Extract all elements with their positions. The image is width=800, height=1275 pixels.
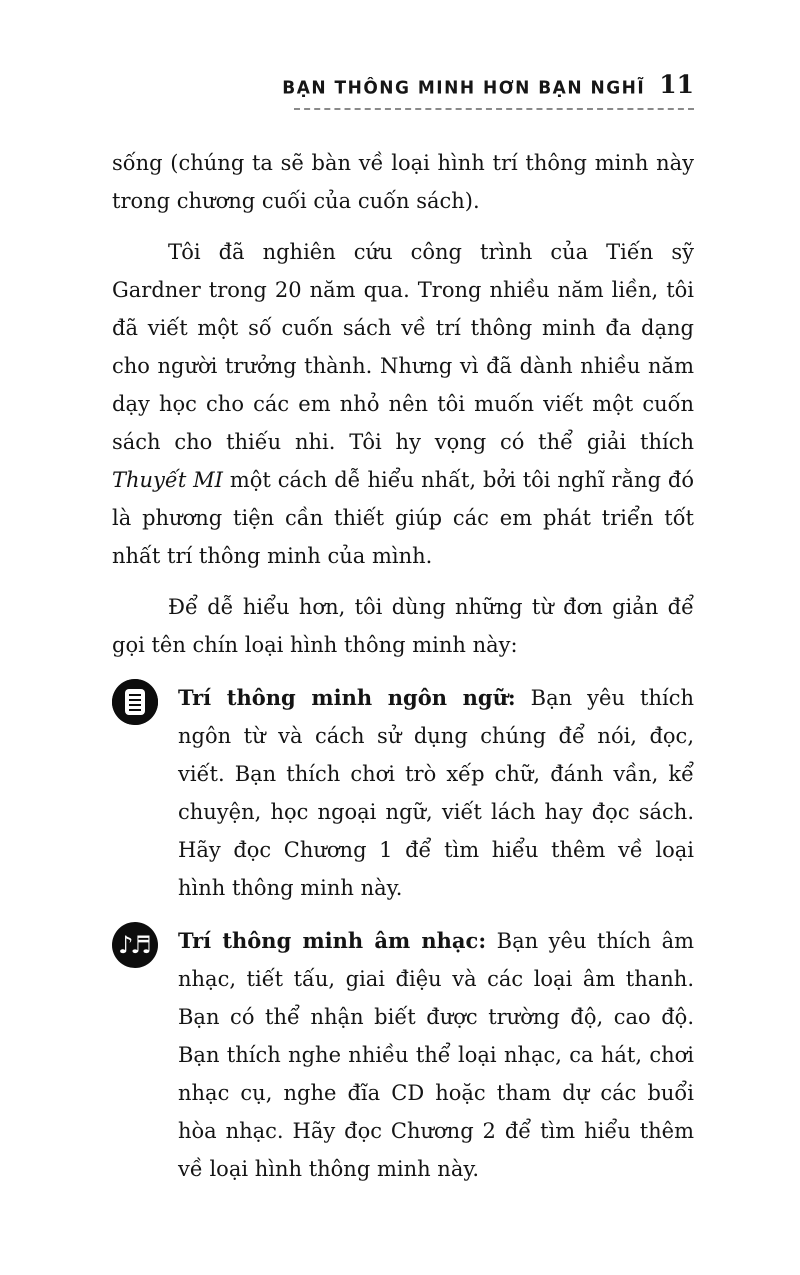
running-title: BẠN THÔNG MINH HƠN BẠN NGHĨ bbox=[282, 77, 646, 99]
page-header bbox=[112, 70, 694, 110]
italic-term: Thuyết MI bbox=[112, 468, 223, 492]
list-item-text bbox=[178, 679, 694, 907]
page-body bbox=[112, 144, 694, 1188]
list-item-musical bbox=[112, 922, 694, 1188]
music-note-glyph: ♪♬ bbox=[118, 931, 149, 959]
header-divider bbox=[294, 108, 694, 110]
paragraph bbox=[112, 233, 694, 575]
list-item-body: Bạn yêu thích ngôn từ và cách sử dụng chúng để nói, đọc, viết. Bạn thích chơi trò xếp chữ, đánh vần, kể chuyện, học ngoại ngữ, viết lách hay đọc sách. Hãy đọc Chương 1 để tìm hiểu thêm về loại hình thông minh này. bbox=[178, 686, 694, 900]
list-item-body: Bạn yêu thích âm nhạc, tiết tấu, giai điệu và các loại âm thanh. Bạn có thể nhận biết được trường độ, cao độ. Bạn thích nghe nhiều thể loại nhạc, ca hát, chơi nhạc cụ, nghe đĩa CD hoặc tham dự các buổi hòa nhạc. Hãy đọc Chương 2 để tìm hiểu thêm về loại hình thông minh này. bbox=[178, 929, 694, 1181]
list-item-title: Trí thông minh âm nhạc: bbox=[178, 928, 487, 953]
book-icon bbox=[112, 679, 158, 725]
paragraph-continuation: sống (chúng ta sẽ bàn về loại hình trí thông minh này trong chương cuối của cuốn sách). bbox=[112, 151, 694, 213]
header-line bbox=[112, 70, 694, 99]
list-item-text bbox=[178, 922, 694, 1188]
music-note-icon bbox=[112, 922, 158, 968]
list-item-linguistic bbox=[112, 679, 694, 907]
paragraph-text: một cách dễ hiểu nhất, bởi tôi nghĩ rằng đó là phương tiện cần thiết giúp các em phát triển tốt nhất trí thông minh của mình. bbox=[112, 468, 694, 568]
list-item-title: Trí thông minh ngôn ngữ: bbox=[178, 685, 516, 710]
page-number: 11 bbox=[659, 70, 694, 99]
paragraph-text: Tôi đã nghiên cứu công trình của Tiến sỹ Gardner trong 20 năm qua. Trong nhiều năm liền, tôi đã viết một số cuốn sách về trí thông minh đa dạng cho người trưởng thành. Nhưng vì đã dành nhiều năm dạy học cho các em nhỏ nên tôi muốn viết một cuốn sách cho thiếu nhi. Tôi hy vọng có thể giải thích bbox=[112, 240, 694, 454]
paragraph: Để dễ hiểu hơn, tôi dùng những từ đơn giản để gọi tên chín loại hình thông minh này: bbox=[112, 595, 694, 657]
